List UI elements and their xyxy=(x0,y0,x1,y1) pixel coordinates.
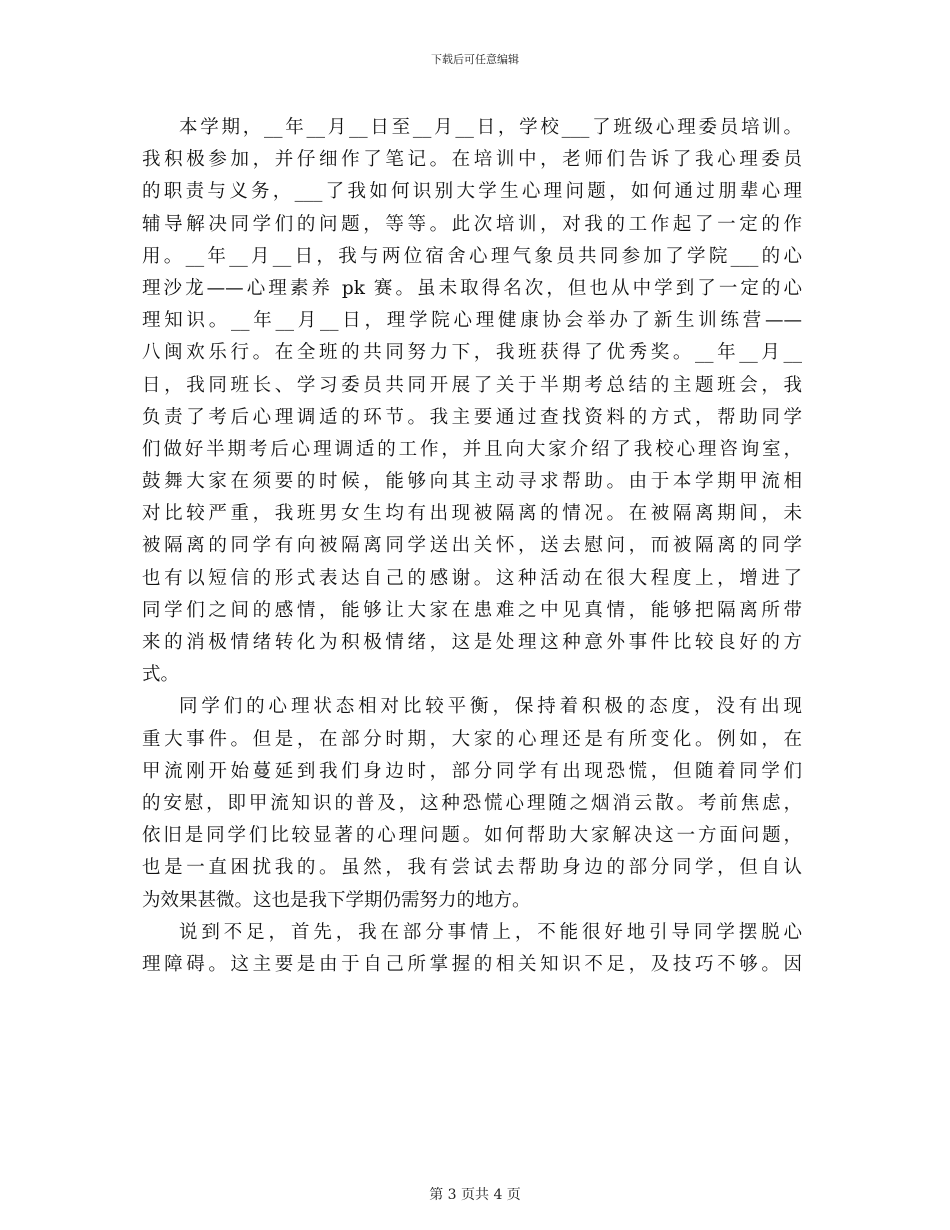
paragraph xyxy=(142,112,802,691)
text-line: 理障碍。这主要是由于自己所掌握的相关知识不足，及技巧不够。因 xyxy=(142,953,802,975)
document-body xyxy=(142,112,802,981)
text-line: 我积极参加，并仔细作了笔记。在培训中，老师们告诉了我心理委员 xyxy=(142,149,802,171)
text-line: 同学们之间的感情，能够让大家在患难之中见真情，能够把隔离所带 xyxy=(142,599,802,621)
text-line: 被隔离的同学有向被隔离同学送出关怀，送去慰问，而被隔离的同学 xyxy=(142,535,802,557)
text-line: 理沙龙——心理素养 pk 赛。虽未取得名次，但也从中学到了一定的心 xyxy=(142,277,802,299)
text-line: 八闽欢乐行。在全班的共同努力下，我班获得了优秀奖。__年__月__ xyxy=(142,342,802,364)
text-line: 本学期，__年__月__日至__月__日，学校___了班级心理委员培训。 xyxy=(179,117,802,138)
text-line: 用。__年__月__日，我与两位宿舍心理气象员共同参加了学院___的心 xyxy=(142,245,802,267)
text-line: 鼓舞大家在须要的时候，能够向其主动寻求帮助。由于本学期甲流相 xyxy=(142,471,802,493)
text-line: 负责了考后心理调适的环节。我主要通过查找资料的方式，帮助同学 xyxy=(142,406,802,428)
text-line: 们做好半期考后心理调适的工作，并且向大家介绍了我校心理咨询室， xyxy=(142,438,802,460)
text-line: 重大事件。但是，在部分时期，大家的心理还是有所变化。例如，在 xyxy=(142,728,802,750)
paragraph xyxy=(142,917,802,981)
text-line: 也有以短信的形式表达自己的感谢。这种活动在很大程度上，增进了 xyxy=(142,567,802,589)
text-line: 依旧是同学们比较显著的心理问题。如何帮助大家解决这一方面问题， xyxy=(142,825,802,847)
text-line: 甲流刚开始蔓延到我们身边时，部分同学有出现恐慌，但随着同学们 xyxy=(142,760,802,782)
text-line: 式。 xyxy=(142,664,180,686)
text-line: 来的消极情绪转化为积极情绪，这是处理这种意外事件比较良好的方 xyxy=(142,632,802,653)
text-line: 日，我同班长、学习委员共同开展了关于半期考总结的主题班会，我 xyxy=(142,374,802,396)
paragraph xyxy=(142,691,802,916)
text-line: 也是一直困扰我的。虽然，我有尝试去帮助身边的部分同学，但自认 xyxy=(142,857,802,879)
text-line: 同学们的心理状态相对比较平衡，保持着积极的态度，没有出现 xyxy=(179,696,802,718)
text-line: 说到不足，首先，我在部分事情上，不能很好地引导同学摆脱心 xyxy=(179,921,802,943)
text-line: 对比较严重，我班男女生均有出现被隔离的情况。在被隔离期间，未 xyxy=(142,503,802,525)
text-line: 的职责与义务，___了我如何识别大学生心理问题，如何通过朋辈心理 xyxy=(142,181,802,203)
page-footer: 第 3 页共 4 页 xyxy=(429,1187,521,1203)
page-header: 下载后可任意编辑 xyxy=(431,53,519,66)
text-line: 的安慰，即甲流知识的普及，这种恐慌心理随之烟消云散。考前焦虑， xyxy=(142,792,802,814)
text-line: 为效果甚微。这也是我下学期仍需努力的地方。 xyxy=(142,889,531,911)
text-line: 理知识。__年__月__日，理学院心理健康协会举办了新生训练营—— xyxy=(142,310,802,332)
text-line: 辅导解决同学们的问题，等等。此次培训，对我的工作起了一定的作 xyxy=(142,213,802,235)
